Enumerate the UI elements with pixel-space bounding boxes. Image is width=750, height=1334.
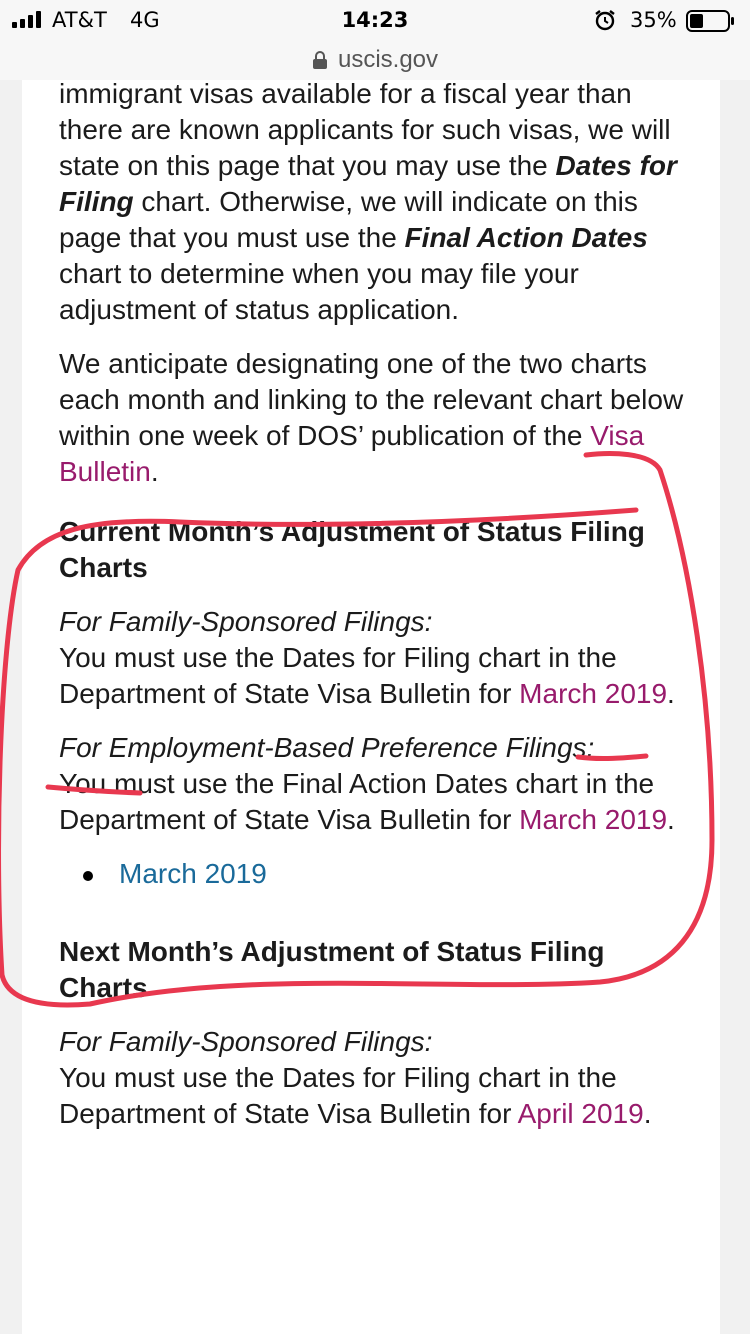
current-month-heading: Current Month’s Adjustment of Status Filing Charts xyxy=(59,516,645,583)
paragraph-intro: immigrant visas available for a fiscal year than there are known applicants for such visas, we will state on this page that you may use the Dates for Filing chart. Otherwise, we will indicate on this page that you must use the Final Action Dates chart to determine when you may file your adjustment of status application. xyxy=(59,78,677,325)
carrier-name: AT&T xyxy=(52,8,107,32)
next-month-heading: Next Month’s Adjustment of Status Filing Charts xyxy=(59,936,605,1003)
clock: 14:23 xyxy=(341,8,409,32)
next-family-april-2019-link[interactable]: April 2019 xyxy=(517,1098,644,1129)
list-item xyxy=(119,856,699,892)
page-content xyxy=(59,80,699,1150)
next-family-sponsored-label: For Family-Sponsored Filings: xyxy=(59,1026,433,1057)
page-domain: uscis.gov xyxy=(337,46,439,73)
march-2019-chart-link[interactable]: March 2019 xyxy=(119,858,267,889)
chart-link-list xyxy=(59,856,699,892)
current-family-block: For Family-Sponsored Filings: You must use the Dates for Filing chart in the Department of State Visa Bulletin for March 2019. xyxy=(59,606,675,709)
family-sponsored-label: For Family-Sponsored Filings: xyxy=(59,606,433,637)
dates-for-filing-emphasis: Dates for Filing xyxy=(59,150,677,217)
network-type: 4G xyxy=(130,8,160,32)
visa-bulletin-link[interactable]: Visa Bulletin xyxy=(59,420,645,487)
paragraph-anticipate: We anticipate designating one of the two charts each month and linking to the relevant chart below within one week of DOS’ publication of the Visa Bulletin. xyxy=(59,348,684,487)
final-action-dates-emphasis: Final Action Dates xyxy=(404,222,648,253)
battery-icon xyxy=(686,10,736,32)
battery-percentage: 35% xyxy=(630,8,677,32)
employment-based-label: For Employment-Based Preference Filings: xyxy=(59,732,595,763)
next-family-block: For Family-Sponsored Filings: You must use the Dates for Filing chart in the Department of State Visa Bulletin for April 2019. xyxy=(59,1026,652,1129)
alarm-icon xyxy=(594,9,616,31)
current-employment-block: For Employment-Based Preference Filings: You must use the Final Action Dates chart in the Department of State Visa Bulletin for March 2019. xyxy=(59,732,675,835)
address-bar[interactable] xyxy=(0,40,750,80)
lock-icon xyxy=(312,50,328,70)
current-employment-march-2019-link[interactable]: March 2019 xyxy=(519,804,668,835)
status-bar xyxy=(0,0,750,40)
current-family-march-2019-link[interactable]: March 2019 xyxy=(519,678,668,709)
